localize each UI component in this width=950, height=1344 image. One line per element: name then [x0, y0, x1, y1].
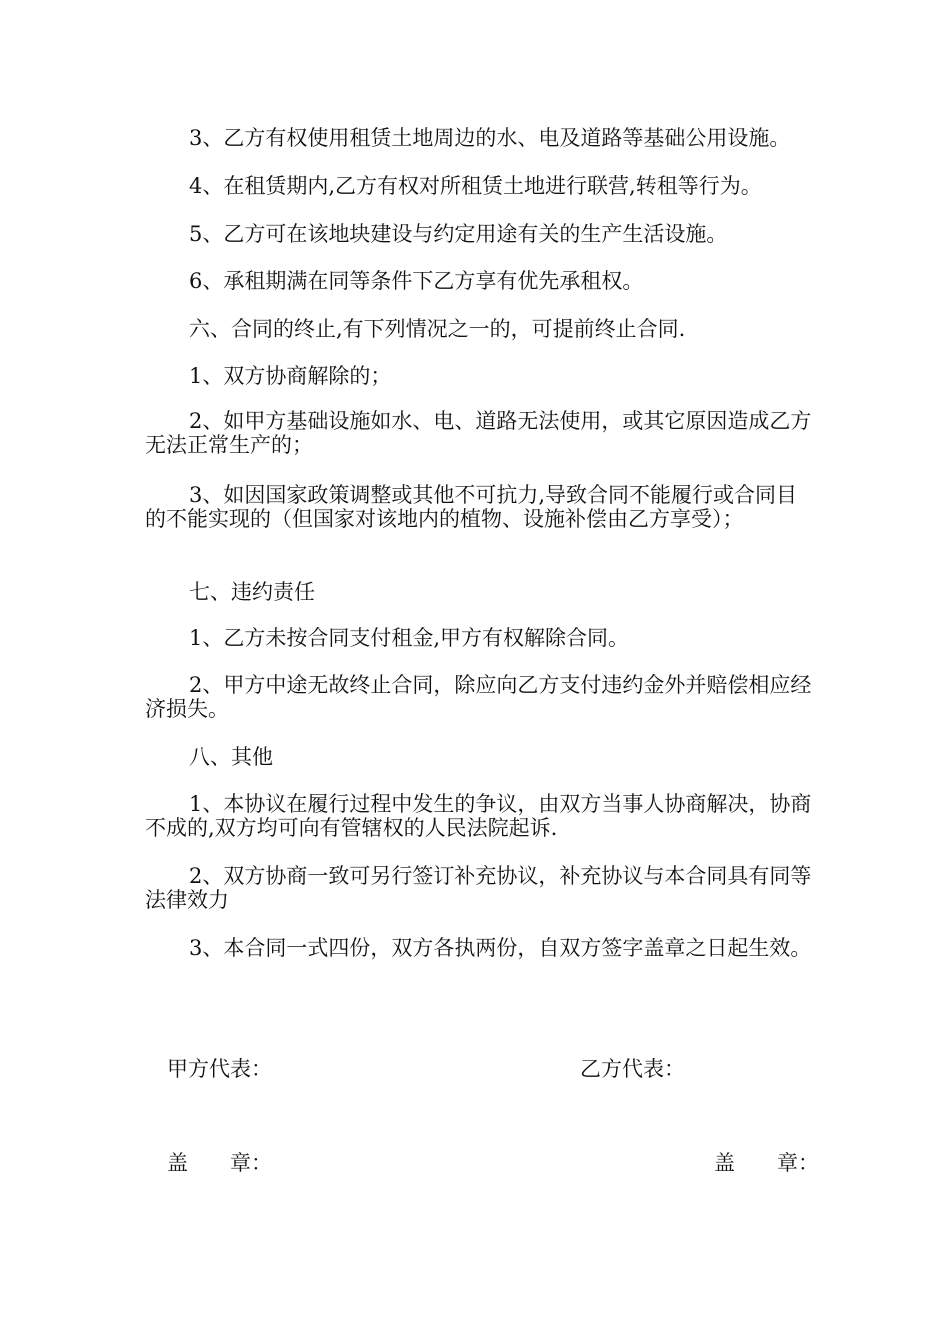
- clause-5-3: 3、乙方有权使用租赁土地周边的水、电及道路等基础公用设施。: [189, 126, 791, 150]
- clause-8-2: 2、双方协商一致可另行签订补充协议，补充协议与本合同具有同等法律效力: [145, 864, 812, 912]
- clause-7-1: 1、乙方未按合同支付租金,甲方有权解除合同。: [189, 626, 630, 650]
- clause-6-2: 2、如甲方基础设施如水、电、道路无法使用，或其它原因造成乙方无法正常生产的；: [145, 409, 812, 457]
- clause-5-5: 5、乙方可在该地块建设与约定用途有关的生产生活设施。: [189, 222, 728, 246]
- clause-6-3: 3、如因国家政策调整或其他不可抗力,导致合同不能履行或合同目的不能实现的（但国家对该地内的植物、设施补偿由乙方享受）；: [145, 483, 798, 531]
- party-b-representative-label: 乙方代表：: [580, 1057, 685, 1081]
- clause-8-1: 1、本协议在履行过程中发生的争议，由双方当事人协商解决，协商不成的,双方均可向有管辖权的人民法院起诉.: [145, 792, 812, 840]
- section-heading-termination: 六、合同的终止,有下列情况之一的，可提前终止合同.: [189, 317, 686, 341]
- party-b-seal-label: 盖 章：: [714, 1151, 819, 1175]
- party-a-representative-label: 甲方代表：: [167, 1057, 272, 1081]
- party-a-seal-label: 盖 章：: [167, 1151, 272, 1175]
- clause-6-1: 1、双方协商解除的；: [189, 364, 392, 388]
- clause-5-4: 4、在租赁期内,乙方有权对所租赁土地进行联营,转租等行为。: [189, 174, 762, 198]
- clause-7-2: 2、甲方中途无故终止合同，除应向乙方支付违约金外并赔偿相应经济损失。: [145, 673, 812, 721]
- section-heading-other: 八、其他: [189, 745, 273, 769]
- clause-8-3: 3、本合同一式四份，双方各执两份，自双方签字盖章之日起生效。: [189, 936, 812, 960]
- section-heading-liability: 七、违约责任: [189, 580, 315, 604]
- clause-5-6: 6、承租期满在同等条件下乙方享有优先承租权。: [189, 269, 644, 293]
